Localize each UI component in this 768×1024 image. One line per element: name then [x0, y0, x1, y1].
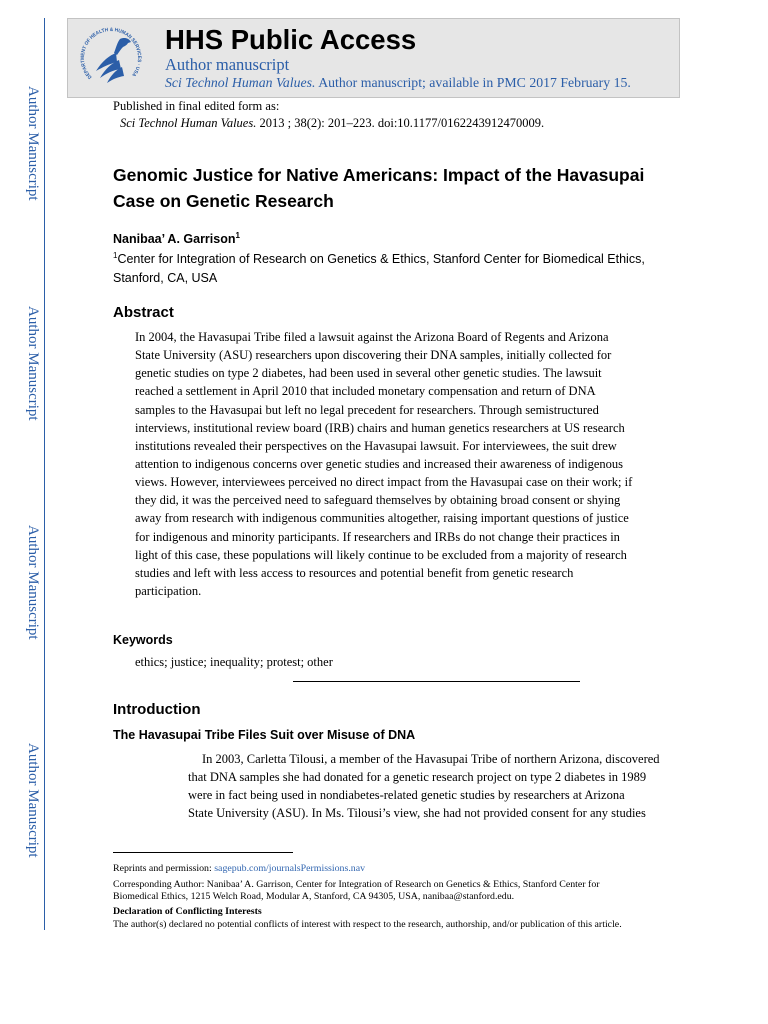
side-label-author-manuscript: Author Manuscript — [25, 525, 41, 640]
keywords-list: ethics; justice; inequality; protest; other — [135, 655, 333, 669]
published-citation — [120, 114, 544, 132]
abstract-line: genetic studies on type 2 diabetes, had been used in several other genetic studies. The lawsuit — [135, 366, 602, 381]
section-divider — [293, 681, 580, 682]
abstract-line: samples to the Havasupai but left no legal precedent for researchers. Through semistructured — [135, 402, 599, 417]
header-citation — [165, 74, 631, 92]
footnote-conflicts-text: The author(s) declared no potential conflicts of interest with respect to the research, authorship, and/or publication of this article. — [113, 919, 622, 930]
footnote-corresponding-author: Corresponding Author: Nanibaa’ A. Garrison, Center for Integration of Research on Genetics & Ethics, Stanford Center for — [113, 879, 600, 890]
introduction-heading: Introduction — [113, 701, 201, 718]
affiliation-mark: 1 — [113, 250, 118, 260]
side-label-author-manuscript: Author Manuscript — [25, 743, 41, 858]
introduction-line: State University (ASU). In Ms. Tilousi’s view, she had not provided consent for any studies — [188, 806, 646, 820]
abstract-paragraph — [135, 328, 632, 600]
author-affiliation-mark: 1 — [235, 231, 240, 240]
footnote-corresponding-author: Biomedical Ethics, 1215 Welch Road, Modular A, Stanford, CA 94305, USA, nanibaa@stanford.edu. — [113, 891, 515, 902]
footnote-reprints — [113, 863, 365, 875]
abstract-heading: Abstract — [113, 304, 174, 321]
abstract-line: they did, it was the perceived need to safeguard themselves by obtaining broad consent or shying — [135, 493, 621, 508]
header-title: HHS Public Access — [165, 24, 417, 55]
hhs-logo — [76, 23, 146, 93]
published-journal: Sci Technol Human Values. — [120, 116, 257, 130]
reprints-label: Reprints and permission: — [113, 863, 212, 874]
side-label-author-manuscript: Author Manuscript — [25, 86, 41, 201]
author-name: Nanibaa’ A. Garrison — [113, 232, 236, 246]
introduction-line: that DNA samples she had donated for a genetic research project on type 2 diabetes in 1989 — [188, 770, 647, 784]
header-citation-journal: Sci Technol Human Values. — [165, 75, 316, 90]
permissions-link[interactable]: sagepub.com/journalsPermissions.nav — [214, 863, 366, 874]
author-line — [113, 230, 240, 248]
abstract-line: views. However, interviewees perceived no direct impact from the Havasupai case on their work; if — [135, 475, 633, 490]
introduction-line: In 2003, Carletta Tilousi, a member of the Havasupai Tribe of northern Arizona, discovered — [202, 752, 660, 766]
abstract-line: away from research with indigenous communities altogether, raising important questions of justice — [135, 511, 629, 526]
abstract-line: In 2004, the Havasupai Tribe filed a lawsuit against the Arizona Board of Regents and Arizona — [135, 330, 609, 344]
introduction-paragraph — [188, 750, 660, 822]
header-citation-rest: Author manuscript; available in PMC 2017 February 15. — [318, 75, 631, 90]
abstract-line: for indigenous and minority participants. If researchers and IRBs do not change their practices in — [135, 529, 620, 544]
keywords-heading: Keywords — [113, 633, 173, 647]
hhs-header-banner — [67, 18, 680, 98]
introduction-line: were in fact being used in nondiabetes-related genetic studies by researchers at Arizona — [188, 788, 625, 802]
abstract-line: attention to indigenous concerns over genetic studies and increased their awareness of indigenous — [135, 456, 624, 471]
published-label: Published in final edited form as: — [113, 99, 280, 113]
abstract-line: institutions revealed their perspectives on the Havasupai lawsuit. For interviewees, the suit drew — [135, 438, 617, 453]
hhs-eagle-icon — [96, 38, 131, 83]
margin-rule — [44, 18, 45, 930]
logo-ring-text — [80, 27, 142, 80]
header-subtitle: Author manuscript — [165, 55, 290, 74]
abstract-line: light of this case, these populations will likely continue to be excluded from a majority of research — [135, 547, 627, 562]
article-title: Genomic Justice for Native Americans: Impact of the Havasupai Case on Genetic Research — [113, 165, 645, 211]
logo-ring-textpath: DEPARTMENT OF HEALTH & HUMAN SERVICES · USA — [79, 26, 143, 80]
introduction-subheading: The Havasupai Tribe Files Suit over Misuse of DNA — [113, 728, 416, 742]
abstract-line: participation. — [135, 583, 202, 598]
abstract-line: studies and left with less access to resources and potential benefit from genetic research — [135, 565, 574, 580]
footnote-divider — [113, 852, 293, 853]
affiliation-text: Center for Integration of Research on Genetics & Ethics, Stanford Center for Biomedical Ethics, Stanford, CA, USA — [113, 251, 645, 285]
abstract-line: reached a settlement in April 2010 that included monetary compensation and return of DNA — [135, 384, 596, 399]
side-label-author-manuscript: Author Manuscript — [25, 306, 41, 421]
footnote-conflicts-heading: Declaration of Conflicting Interests — [113, 906, 262, 917]
published-details: 2013 ; 38(2): 201–223. doi:10.1177/0162243912470009. — [259, 116, 545, 130]
author-affiliation — [113, 250, 673, 288]
abstract-line: interviews, institutional review board (IRB) chairs and human genetics researchers at US research — [135, 420, 625, 435]
abstract-line: State University (ASU) researchers upon discovering their DNA samples, initially collected for — [135, 348, 612, 363]
